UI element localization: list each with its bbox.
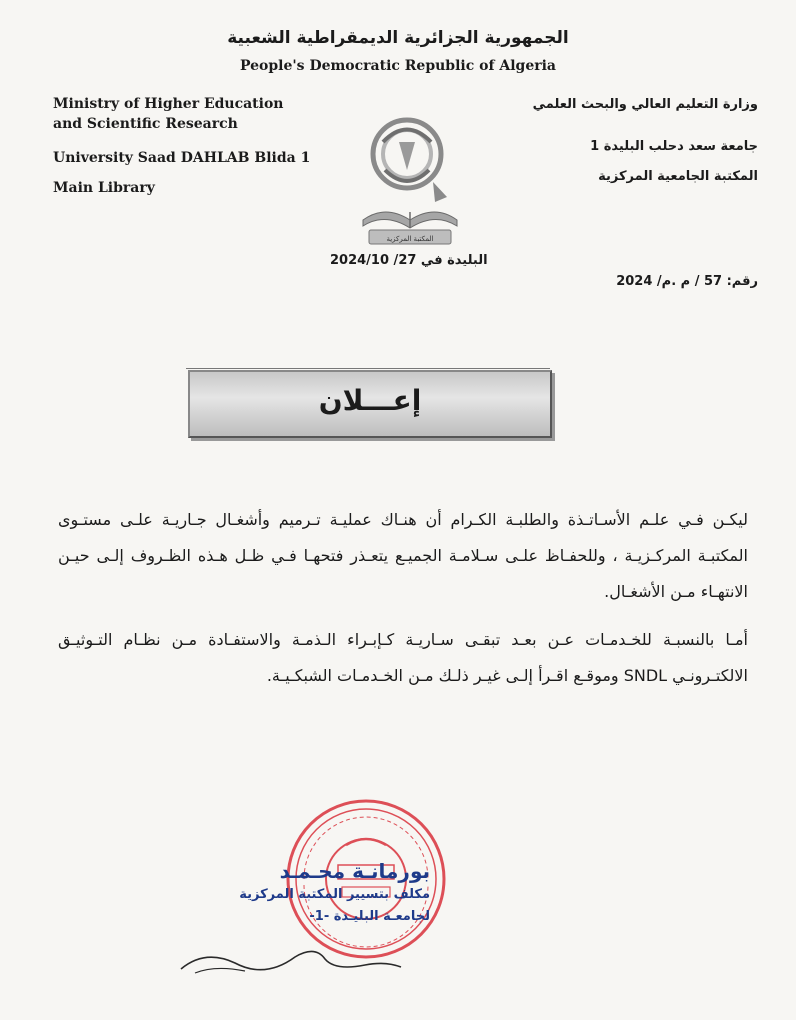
ministry-ar: وزارة التعليم العالي والبحث العلمي (532, 97, 758, 112)
logo-caption: المكتبة المركزية (386, 235, 434, 243)
signatory-name: بورمانـة محـمـد (279, 859, 430, 883)
university-ar: جامعة سعد دحلب البليدة 1 (590, 139, 758, 154)
header-arabic-republic: الجمهورية الجزائرية الديمقراطية الشعبية (227, 28, 569, 48)
ministry-en-line2: and Scientific Research (53, 116, 238, 132)
header-english-republic: People's Democratic Republic of Algeria (239, 58, 557, 74)
signature-block (180, 858, 430, 928)
announcement-body (58, 502, 748, 706)
handwritten-signature-icon (175, 935, 405, 985)
university-library-logo-icon (355, 112, 465, 252)
signatory-title-2: لجامعـة البليـدة -1- (309, 909, 430, 924)
body-paragraph-2: أمـا بالنسبـة للخـدمـات عـن بعـد تبقـى سـاريـة كـإبـراء الـذمـة والاستفـادة مـن نظـام التـوثيـق الالكتـرونـي SNDL وموقـع اقـرأ إلـى غيـر ذلـك مـن الخـدمـات الشبكـيـة. (58, 630, 748, 685)
reference-number: رقم: 57 / م .م/ 2024 (616, 274, 758, 289)
ministry-en-line1: Ministry of Higher Education (53, 96, 284, 112)
university-en: University Saad DAHLAB Blida 1 (53, 150, 311, 166)
library-en: Main Library (53, 180, 155, 196)
right-header (533, 94, 758, 188)
body-paragraph-1: ليكـن فـي علـم الأسـاتـذة والطلبـة الكـرام أن هنـاك عمليـة تـرميم وأشغـال جـاريـة علـى مستـوى المكتبـة المركـزيـة ، وللحفـاظ علـى سـلامـة الجميـع يتعـذر فتحهـا فـي ظـل هـذه الظـروف إلـى حيـن الانتهـاء مـن الأشغـال. (58, 510, 748, 601)
signatory-title-1: مكلف بتسيير المكتبة المركزية (239, 887, 430, 902)
announcement-banner (188, 370, 552, 438)
date-line: البليدة في 27/ 2024/10 (330, 253, 488, 268)
library-ar: المكتبة الجامعية المركزية (598, 169, 758, 184)
announcement-title: إعـــلان (318, 384, 422, 417)
left-header (53, 94, 310, 198)
